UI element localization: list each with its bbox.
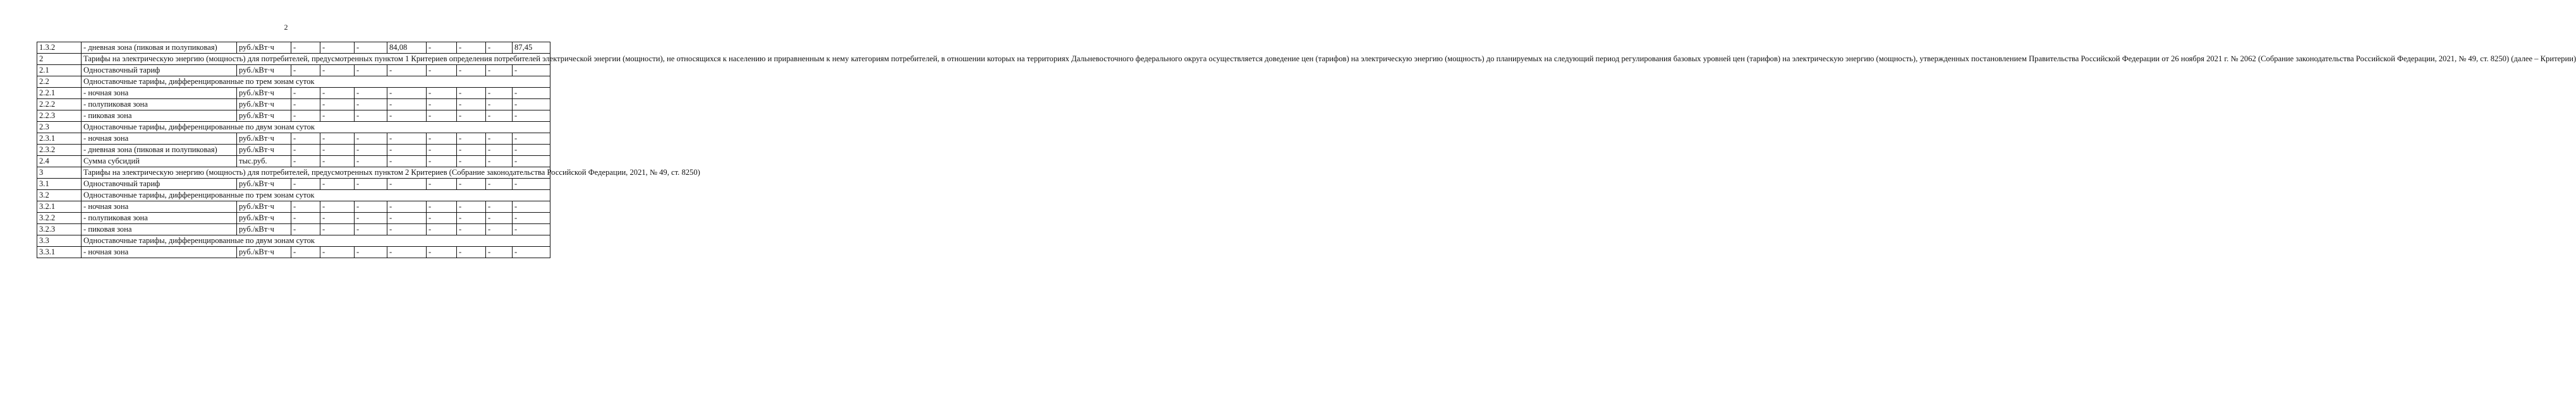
table-row — [37, 99, 550, 110]
value-cell: - — [387, 224, 427, 235]
value-cell: - — [513, 201, 550, 213]
value-cell: - — [457, 213, 486, 224]
row-code: 2.2 — [37, 76, 82, 88]
row-unit: руб./кВт·ч — [237, 224, 291, 235]
value-cell: - — [291, 88, 320, 99]
value-cell: - — [291, 145, 320, 156]
value-cell: - — [291, 224, 320, 235]
value-cell: - — [291, 99, 320, 110]
value-cell: - — [427, 99, 457, 110]
value-cell: - — [427, 42, 457, 54]
value-cell: - — [486, 213, 513, 224]
value-cell: - — [355, 133, 387, 145]
value-cell: - — [387, 133, 427, 145]
row-unit: руб./кВт·ч — [237, 145, 291, 156]
value-cell: - — [387, 88, 427, 99]
row-code: 2.2.3 — [37, 110, 82, 122]
value-cell: - — [427, 110, 457, 122]
row-code: 3.1 — [37, 179, 82, 190]
row-code: 2.3.2 — [37, 145, 82, 156]
value-cell: - — [457, 42, 486, 54]
section-title: Одноставочные тарифы, дифференцированные по двум зонам суток — [82, 235, 550, 247]
value-cell: - — [387, 99, 427, 110]
value-cell: - — [513, 65, 550, 76]
value-cell: - — [355, 179, 387, 190]
section-title: Тарифы на электрическую энергию (мощность) для потребителей, предусмотренных пунктом 1 Критериев определения потребителей электрической энергии (мощности), не относящихся к населению и приравненным к нему категориям потребителей, в отношении которых на территориях Дальневосточного федерального округа осуществляется доведение цен (тарифов) на электрическую энергию (мощность) до планируемых на следующий период регулирования базовых уровней цен (тарифов) на электрическую энергию (мощность), утвержденных постановлением Правительства Российской Федерации от 26 ноября 2021 г. № 2062 (Собрание законодательства Российской Федерации, 2021, № 49, ст. 8250) (далее – Критерии) — [82, 54, 550, 65]
table-row — [37, 42, 550, 54]
page-number: 2 — [284, 23, 288, 32]
value-cell: - — [387, 201, 427, 213]
row-unit: руб./кВт·ч — [237, 201, 291, 213]
value-cell: - — [355, 88, 387, 99]
table-body — [37, 42, 2576, 258]
section-title: Тарифы на электрическую энергию (мощность) для потребителей, предусмотренных пунктом 2 Критериев (Собрание законодательства Российской Федерации, 2021, № 49, ст. 8250) — [82, 167, 550, 179]
value-cell: - — [291, 65, 320, 76]
row-name: - пиковая зона — [82, 110, 237, 122]
value-cell: - — [486, 145, 513, 156]
value-cell: - — [457, 224, 486, 235]
row-code: 3.2.1 — [37, 201, 82, 213]
value-cell: - — [387, 65, 427, 76]
row-code: 3.2 — [37, 190, 82, 201]
row-unit: руб./кВт·ч — [237, 247, 291, 258]
row-code: 3 — [37, 167, 82, 179]
row-name: Одноставочный тариф — [82, 179, 237, 190]
row-name: - ночная зона — [82, 201, 237, 213]
row-name: - ночная зона — [82, 88, 237, 99]
value-cell: - — [457, 88, 486, 99]
row-code: 3.2.3 — [37, 224, 82, 235]
value-cell: - — [291, 247, 320, 258]
table-row — [37, 133, 550, 145]
value-cell: - — [457, 247, 486, 258]
value-cell: - — [355, 247, 387, 258]
value-cell: - — [513, 133, 550, 145]
value-cell: - — [513, 99, 550, 110]
value-cell: - — [486, 99, 513, 110]
value-cell: 87,45 — [513, 42, 550, 54]
value-cell: - — [486, 224, 513, 235]
value-cell: - — [457, 65, 486, 76]
value-cell: - — [320, 42, 355, 54]
tariff-table — [37, 42, 2576, 258]
value-cell: - — [486, 156, 513, 167]
value-cell: - — [486, 110, 513, 122]
value-cell: - — [291, 213, 320, 224]
value-cell: - — [427, 179, 457, 190]
value-cell: - — [513, 179, 550, 190]
table-row — [37, 201, 550, 213]
value-cell: - — [457, 133, 486, 145]
row-code: 2 — [37, 54, 82, 65]
row-unit: руб./кВт·ч — [237, 110, 291, 122]
row-name: - ночная зона — [82, 247, 237, 258]
table-row — [37, 213, 550, 224]
value-cell: - — [387, 110, 427, 122]
row-unit: руб./кВт·ч — [237, 42, 291, 54]
value-cell: - — [513, 213, 550, 224]
value-cell: - — [513, 247, 550, 258]
table-row — [37, 145, 550, 156]
value-cell: - — [513, 156, 550, 167]
value-cell: - — [291, 133, 320, 145]
row-name: - полупиковая зона — [82, 213, 237, 224]
value-cell: - — [427, 145, 457, 156]
value-cell: - — [355, 213, 387, 224]
row-code: 2.3.1 — [37, 133, 82, 145]
value-cell: - — [320, 179, 355, 190]
value-cell: - — [387, 247, 427, 258]
value-cell: - — [486, 247, 513, 258]
value-cell: - — [457, 179, 486, 190]
section-title: Одноставочные тарифы, дифференцированные по трем зонам суток — [82, 76, 550, 88]
row-code: 1.3.2 — [37, 42, 82, 54]
value-cell: - — [320, 99, 355, 110]
section-row — [37, 122, 550, 133]
section-row — [37, 76, 550, 88]
value-cell: - — [355, 145, 387, 156]
row-code: 2.2.2 — [37, 99, 82, 110]
value-cell: - — [320, 224, 355, 235]
value-cell: - — [320, 145, 355, 156]
table-row — [37, 110, 550, 122]
row-name: - дневная зона (пиковая и полупиковая) — [82, 145, 237, 156]
value-cell: - — [320, 213, 355, 224]
row-unit: руб./кВт·ч — [237, 179, 291, 190]
value-cell: - — [355, 42, 387, 54]
value-cell: - — [486, 88, 513, 99]
value-cell: - — [457, 110, 486, 122]
row-unit: руб./кВт·ч — [237, 65, 291, 76]
value-cell: - — [291, 110, 320, 122]
value-cell: - — [355, 110, 387, 122]
table-row — [37, 156, 550, 167]
table-row — [37, 179, 550, 190]
row-code: 3.3 — [37, 235, 82, 247]
value-cell: - — [355, 156, 387, 167]
row-name: - дневная зона (пиковая и полупиковая) — [82, 42, 237, 54]
value-cell: - — [427, 247, 457, 258]
table-row — [37, 88, 550, 99]
value-cell: - — [291, 42, 320, 54]
value-cell: - — [457, 156, 486, 167]
value-cell: - — [291, 201, 320, 213]
value-cell: - — [387, 145, 427, 156]
value-cell: - — [486, 42, 513, 54]
table-row — [37, 224, 550, 235]
value-cell: - — [513, 145, 550, 156]
value-cell: - — [355, 224, 387, 235]
row-code: 2.3 — [37, 122, 82, 133]
value-cell: - — [320, 156, 355, 167]
row-unit: руб./кВт·ч — [237, 133, 291, 145]
value-cell: - — [457, 145, 486, 156]
value-cell: - — [513, 110, 550, 122]
section-title: Одноставочные тарифы, дифференцированные по двум зонам суток — [82, 122, 550, 133]
value-cell: - — [486, 201, 513, 213]
row-name: - полупиковая зона — [82, 99, 237, 110]
value-cell: - — [320, 133, 355, 145]
value-cell: - — [387, 179, 427, 190]
row-unit: руб./кВт·ч — [237, 99, 291, 110]
section-row — [37, 235, 550, 247]
row-name: Одноставочный тариф — [82, 65, 237, 76]
value-cell: - — [320, 88, 355, 99]
value-cell: - — [513, 88, 550, 99]
value-cell: - — [427, 224, 457, 235]
row-unit: руб./кВт·ч — [237, 88, 291, 99]
value-cell: - — [320, 65, 355, 76]
value-cell: - — [427, 88, 457, 99]
value-cell: - — [320, 247, 355, 258]
value-cell: - — [355, 201, 387, 213]
value-cell: - — [457, 99, 486, 110]
value-cell: - — [457, 201, 486, 213]
row-code: 2.2.1 — [37, 88, 82, 99]
row-name: - пиковая зона — [82, 224, 237, 235]
value-cell: - — [427, 201, 457, 213]
row-unit: руб./кВт·ч — [237, 213, 291, 224]
value-cell: - — [387, 213, 427, 224]
row-name: - ночная зона — [82, 133, 237, 145]
value-cell: - — [387, 156, 427, 167]
value-cell: - — [513, 224, 550, 235]
row-code: 2.4 — [37, 156, 82, 167]
row-code: 2.1 — [37, 65, 82, 76]
row-code: 3.2.2 — [37, 213, 82, 224]
table-row — [37, 247, 550, 258]
value-cell: - — [291, 156, 320, 167]
value-cell: - — [427, 156, 457, 167]
value-cell: - — [355, 65, 387, 76]
value-cell: - — [291, 179, 320, 190]
section-row — [37, 167, 550, 179]
value-cell: - — [486, 65, 513, 76]
value-cell: - — [320, 110, 355, 122]
section-title: Одноставочные тарифы, дифференцированные по трем зонам суток — [82, 190, 550, 201]
row-unit: тыс.руб. — [237, 156, 291, 167]
value-cell: - — [355, 99, 387, 110]
value-cell: - — [427, 213, 457, 224]
value-cell: - — [486, 133, 513, 145]
table-row — [37, 65, 550, 76]
section-row — [37, 190, 550, 201]
value-cell: - — [320, 201, 355, 213]
value-cell: 84,08 — [387, 42, 427, 54]
section-row — [37, 54, 550, 65]
value-cell: - — [486, 179, 513, 190]
value-cell: - — [427, 133, 457, 145]
value-cell: - — [427, 65, 457, 76]
row-code: 3.3.1 — [37, 247, 82, 258]
row-name: Сумма субсидий — [82, 156, 237, 167]
